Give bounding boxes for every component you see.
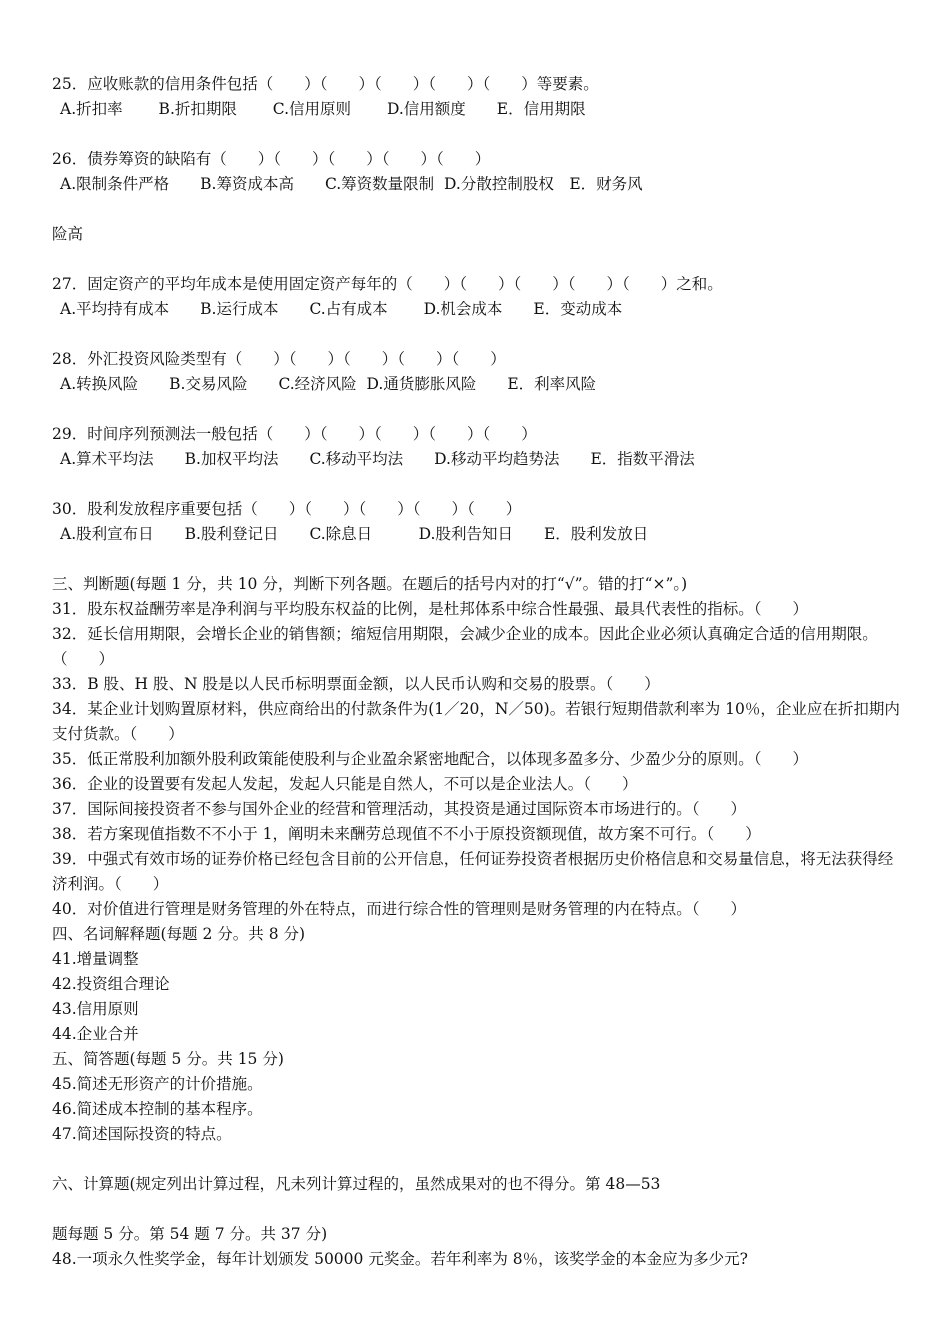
judgment-item-38: 38．若方案现值指数不不小于 1，阐明未来酬劳总现值不不小于原投资额现值，故方案不可行。（ ） (52, 825, 761, 843)
short-answer-item-47: 47.简述国际投资的特点。 (52, 1125, 232, 1143)
term-item-44: 44.企业合并 (52, 1025, 139, 1043)
short-answer-item-46: 46.简述成本控制的基本程序。 (52, 1100, 263, 1118)
calculation-item-48: 48.一项永久性奖学金，每年计划颁发 50000 元奖金。若年利率为 8％，该奖学金的本金应为多少元? (52, 1250, 748, 1268)
question-27-stem: 27．固定资产的平均年成本是使用固定资产每年的（ ）（ ）（ ）（ ）（ ）之和。 (52, 275, 723, 293)
section-6-title-continued: 题每题 5 分。第 54 题 7 分。共 37 分) (52, 1225, 328, 1243)
judgment-item-34: 34．某企业计划购置原材料，供应商给出的付款条件为(1／20，N／50)。若银行短期借款利率为 10％，企业应在折扣期内支付货款。（ ） (52, 700, 900, 743)
short-answer-item-45: 45.简述无形资产的计价措施。 (52, 1075, 263, 1093)
judgment-item-40: 40．对价值进行管理是财务管理的外在特点，而进行综合性的管理则是财务管理的内在特点。（ ） (52, 900, 746, 918)
section-6-title: 六、计算题(规定列出计算过程，凡未列计算过程的，虽然成果对的也不得分。第 48—53 (52, 1175, 661, 1193)
judgment-item-39: 39．中强式有效市场的证券价格已经包含目前的公开信息，任何证券投资者根据历史价格信息和交易量信息，将无法获得经济利润。（ ） (52, 850, 894, 893)
section-3-title: 三、判断题(每题 1 分，共 10 分，判断下列各题。在题后的括号内对的打“√”。错的打“×”。) (52, 575, 688, 593)
question-26-continuation: 险高 (52, 225, 84, 243)
judgment-item-31: 31．股东权益酬劳率是净利润与平均股东权益的比例，是杜邦体系中综合性最强、最具代表性的指标。（ ） (52, 600, 808, 618)
question-25-options: A.折扣率 B.折扣期限 C.信用原则 D.信用额度 E．信用期限 (60, 100, 586, 118)
question-28-stem: 28．外汇投资风险类型有（ ）（ ）（ ）（ ）（ ） (52, 350, 506, 368)
judgment-item-32: 32．延长信用期限，会增长企业的销售额；缩短信用期限，会减少企业的成本。因此企业必须认真确定合适的信用期限。（ ） (52, 625, 878, 668)
section-5-title: 五、简答题(每题 5 分。共 15 分) (52, 1050, 284, 1068)
term-item-41: 41.增量调整 (52, 950, 139, 968)
judgment-item-35: 35．低正常股利加额外股利政策能使股利与企业盈余紧密地配合，以体现多盈多分、少盈少分的原则。（ ） (52, 750, 808, 768)
term-item-43: 43.信用原则 (52, 1000, 139, 1018)
section-4-title: 四、名词解释题(每题 2 分。共 8 分) (52, 925, 306, 943)
question-25-stem: 25．应收账款的信用条件包括（ ）（ ）（ ）（ ）（ ）等要素。 (52, 75, 599, 93)
term-item-42: 42.投资组合理论 (52, 975, 170, 993)
question-29-options: A.算术平均法 B.加权平均法 C.移动平均法 D.移动平均趋势法 E．指数平滑法 (60, 450, 695, 468)
question-30-options: A.股利宣布日 B.股利登记日 C.除息日 D.股利告知日 E．股利发放日 (60, 525, 649, 543)
question-30-stem: 30．股利发放程序重要包括（ ）（ ）（ ）（ ）（ ） (52, 500, 522, 518)
judgment-item-37: 37．国际间接投资者不参与国外企业的经营和管理活动，其投资是通过国际资本市场进行的。（ ） (52, 800, 746, 818)
judgment-item-33: 33．B 股、H 股、N 股是以人民币标明票面金额，以人民币认购和交易的股票。（ ） (52, 675, 660, 693)
question-29-stem: 29．时间序列预测法一般包括（ ）（ ）（ ）（ ）（ ） (52, 425, 537, 443)
question-26-options: A.限制条件严格 B.筹资成本高 C.筹资数量限制 D.分散控制股权 E．财务风 (60, 175, 643, 193)
question-28-options: A.转换风险 B.交易风险 C.经济风险 D.通货膨胀风险 E．利率风险 (60, 375, 597, 393)
document-page (52, 72, 900, 1272)
question-26-stem: 26．债券筹资的缺陷有（ ）（ ）（ ）（ ）（ ） (52, 150, 491, 168)
question-27-options: A.平均持有成本 B.运行成本 C.占有成本 D.机会成本 E．变动成本 (60, 300, 623, 318)
judgment-item-36: 36．企业的设置要有发起人发起，发起人只能是自然人，不可以是企业法人。（ ） (52, 775, 638, 793)
